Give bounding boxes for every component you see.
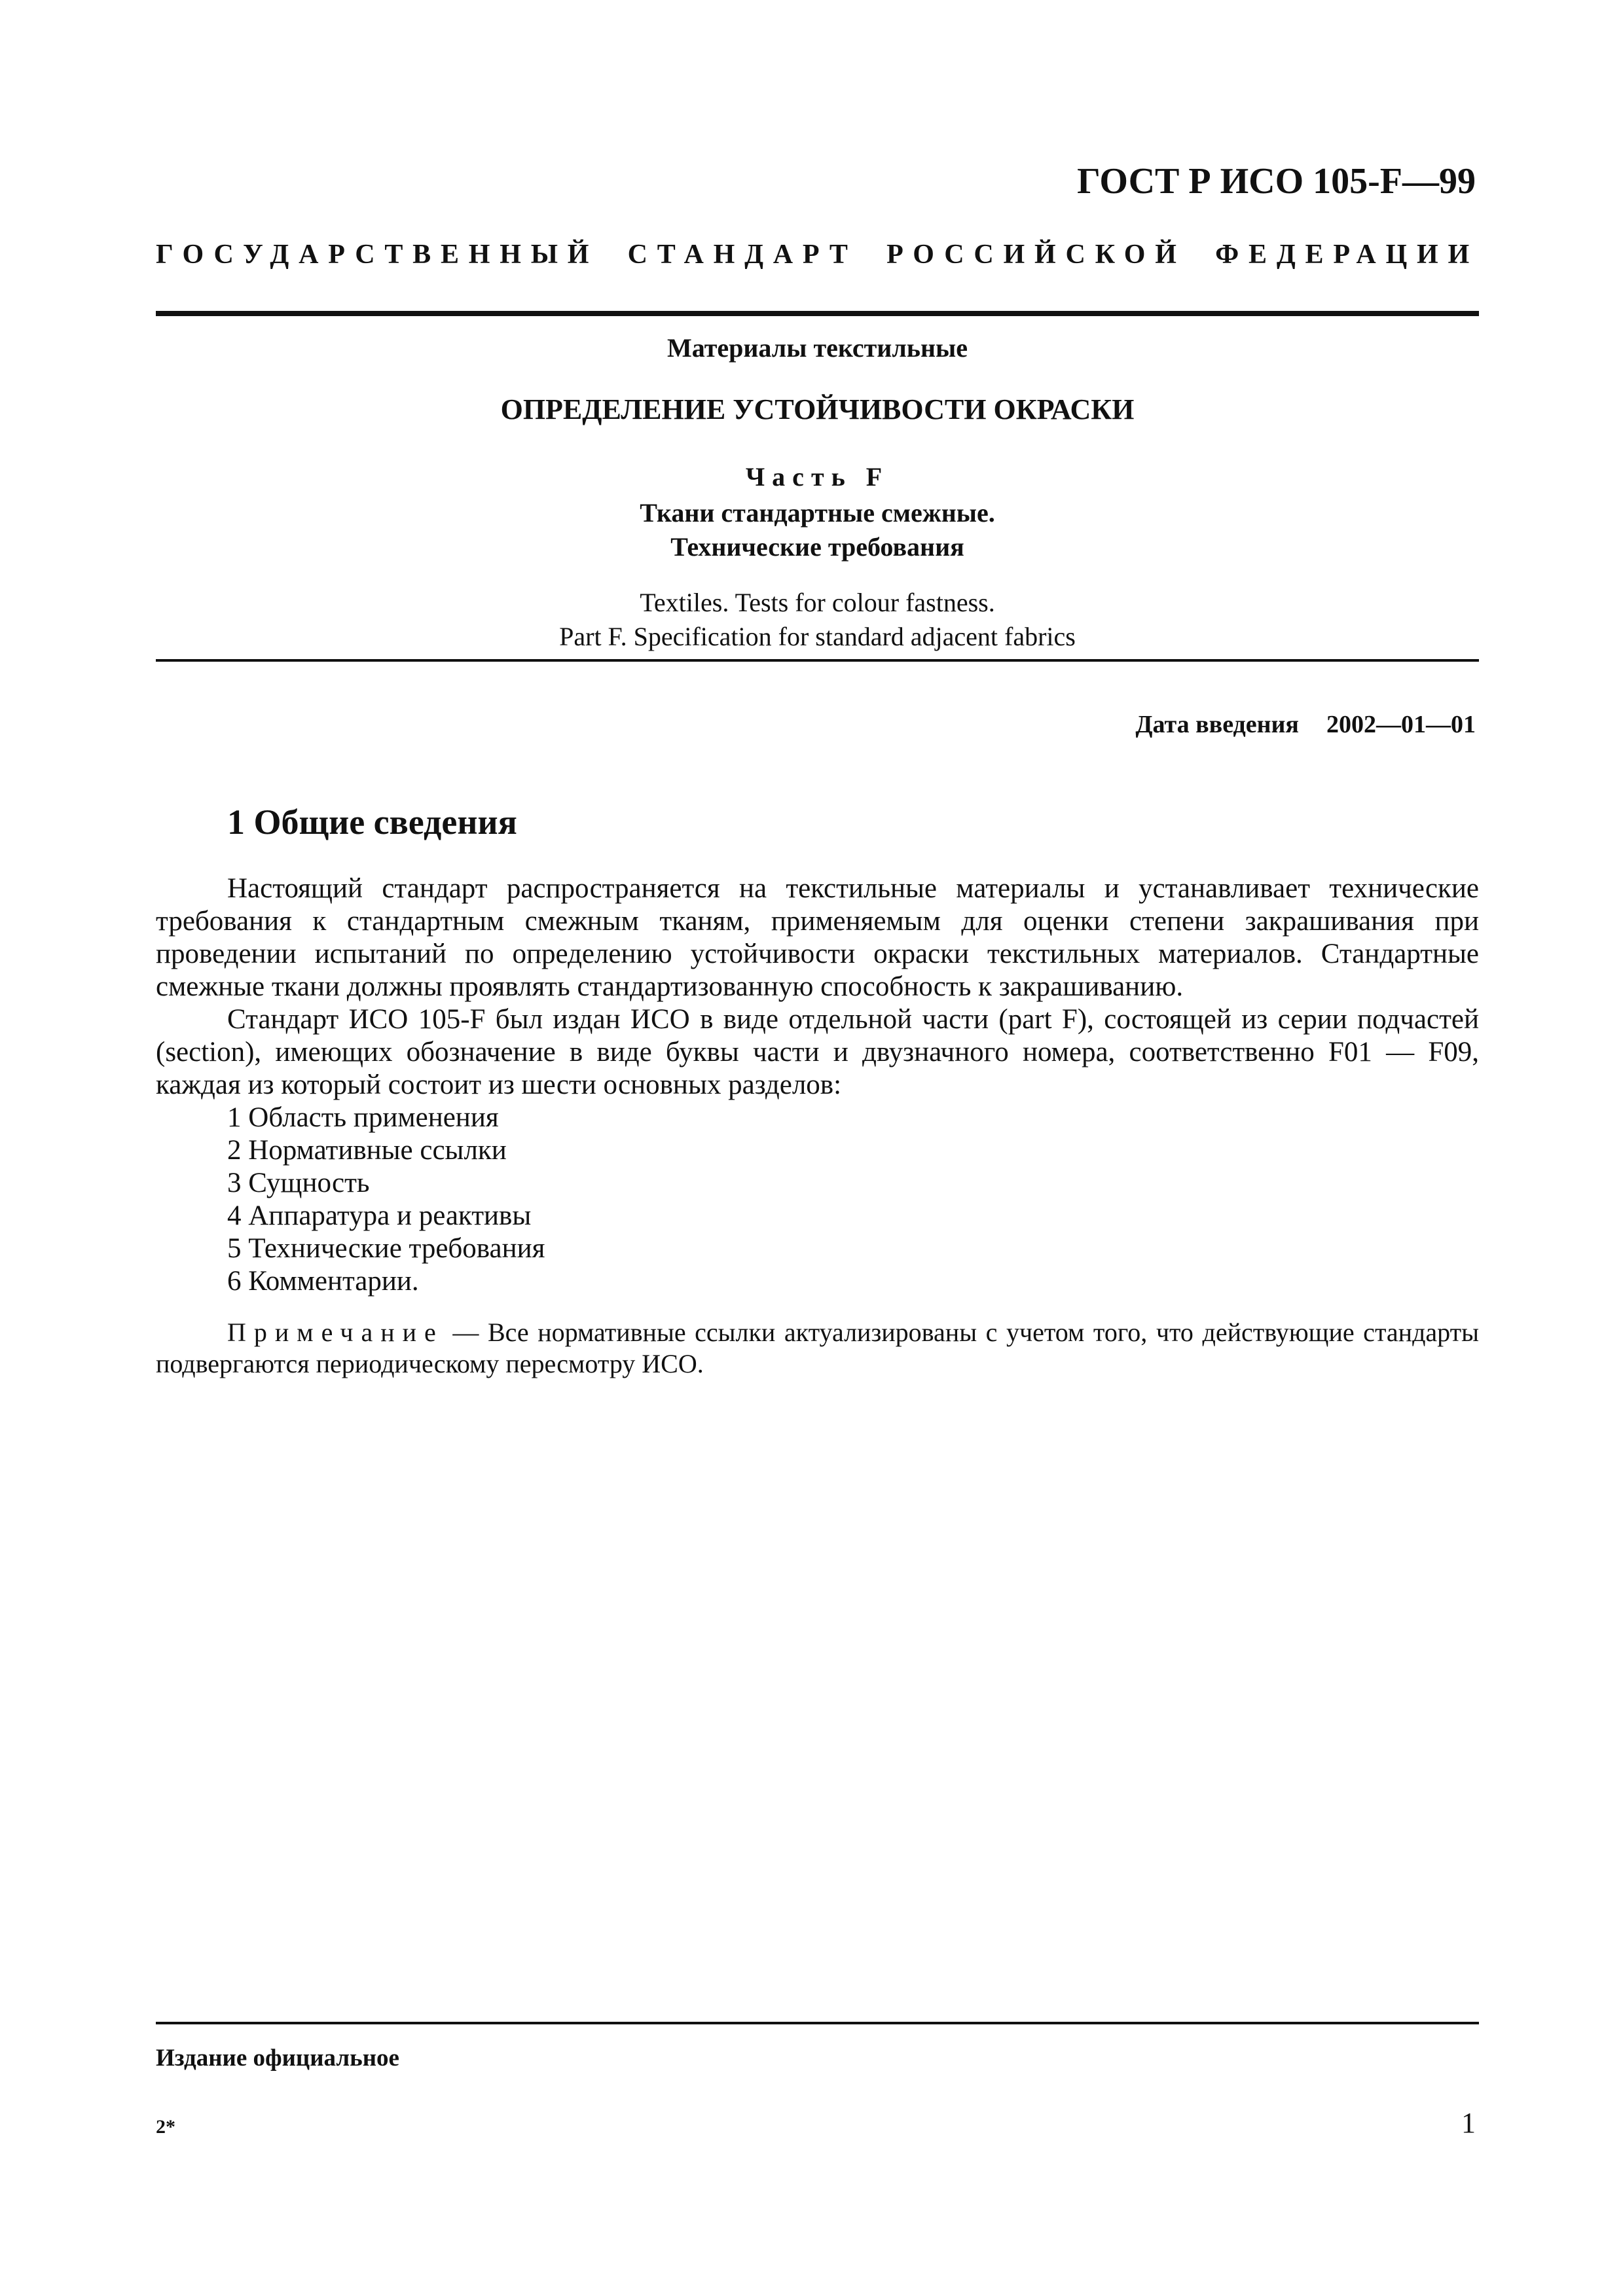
note (156, 1317, 1479, 1380)
page-number: 1 (1461, 2107, 1476, 2139)
document-code: ГОСТ Р ИСО 105-F—99 (1077, 161, 1476, 202)
part-label: Часть F (745, 462, 890, 492)
english-title-line: Part F. Specification for standard adjacent fabrics (559, 622, 1076, 651)
list-item: 4 Аппаратура и реактивы (227, 1200, 532, 1231)
paragraph-text: Стандарт ИСО 105-F был издан ИСО в виде отдельной части (part F), состоящей из серии подчастей (section), имеющих обозначение в виде буквы части и двузначного номера, соответственно F01 — F09, каждая из который состоит из шести основных разделов: (156, 1004, 1479, 1100)
standard-subject: Материалы текстильные (667, 333, 968, 363)
note-text: — Все нормативные ссылки актуализированы с учетом того, что действующие стандарты подвергаются периодическому пересмотру ИСО. (156, 1318, 1479, 1378)
section-heading: 1 Общие сведения (227, 802, 517, 842)
standard-title: ОПРЕДЕЛЕНИЕ УСТОЙЧИВОСТИ ОКРАСКИ (500, 393, 1135, 425)
edition-label: Издание официальное (156, 2045, 399, 2072)
footer-divider (156, 2022, 1479, 2024)
list-item: 6 Комментарии. (227, 1266, 419, 1297)
english-title-line: Textiles. Tests for colour fastness. (640, 588, 995, 617)
english-title (156, 586, 1479, 654)
body-paragraph (156, 1003, 1479, 1102)
state-standard-title-word: ФЕДЕРАЦИИ (1215, 240, 1479, 270)
state-standard-title-word: РОССИЙСКОЙ (886, 240, 1186, 270)
state-standard-title-word: ГОСУДАРСТВЕННЫЙ (156, 240, 599, 270)
footnote-mark: 2* (156, 2116, 175, 2138)
state-standard-title (156, 239, 1479, 270)
list-item: 5 Технические требования (227, 1233, 545, 1264)
introduction-date-label: Дата введения (1135, 711, 1299, 738)
body-paragraph (156, 872, 1479, 1003)
introduction-date (1135, 710, 1476, 739)
paragraph-text: Настоящий стандарт распространяется на текстильные материалы и устанавливает технические требования к стандартным смежным тканям, применяемым для оценки степени закрашивания при проведении испытаний по определению устойчивости окраски текстильных материалов. Стандартные смежные ткани должны проявлять стандартизованную способность к закрашиванию. (156, 873, 1479, 1002)
part-title (156, 496, 1479, 564)
part-title-line: Технические требования (670, 532, 964, 562)
title-divider (156, 659, 1479, 662)
header-divider (156, 311, 1479, 316)
list-item: 3 Сущность (227, 1168, 370, 1198)
note-label: Примечание (227, 1318, 444, 1347)
sections-list (227, 1102, 545, 1298)
list-item: 2 Нормативные ссылки (227, 1135, 507, 1166)
introduction-date-value: 2002—01—01 (1326, 711, 1476, 738)
part-title-line: Ткани стандартные смежные. (640, 498, 995, 528)
list-item: 1 Область применения (227, 1102, 499, 1133)
state-standard-title-word: СТАНДАРТ (627, 240, 858, 270)
